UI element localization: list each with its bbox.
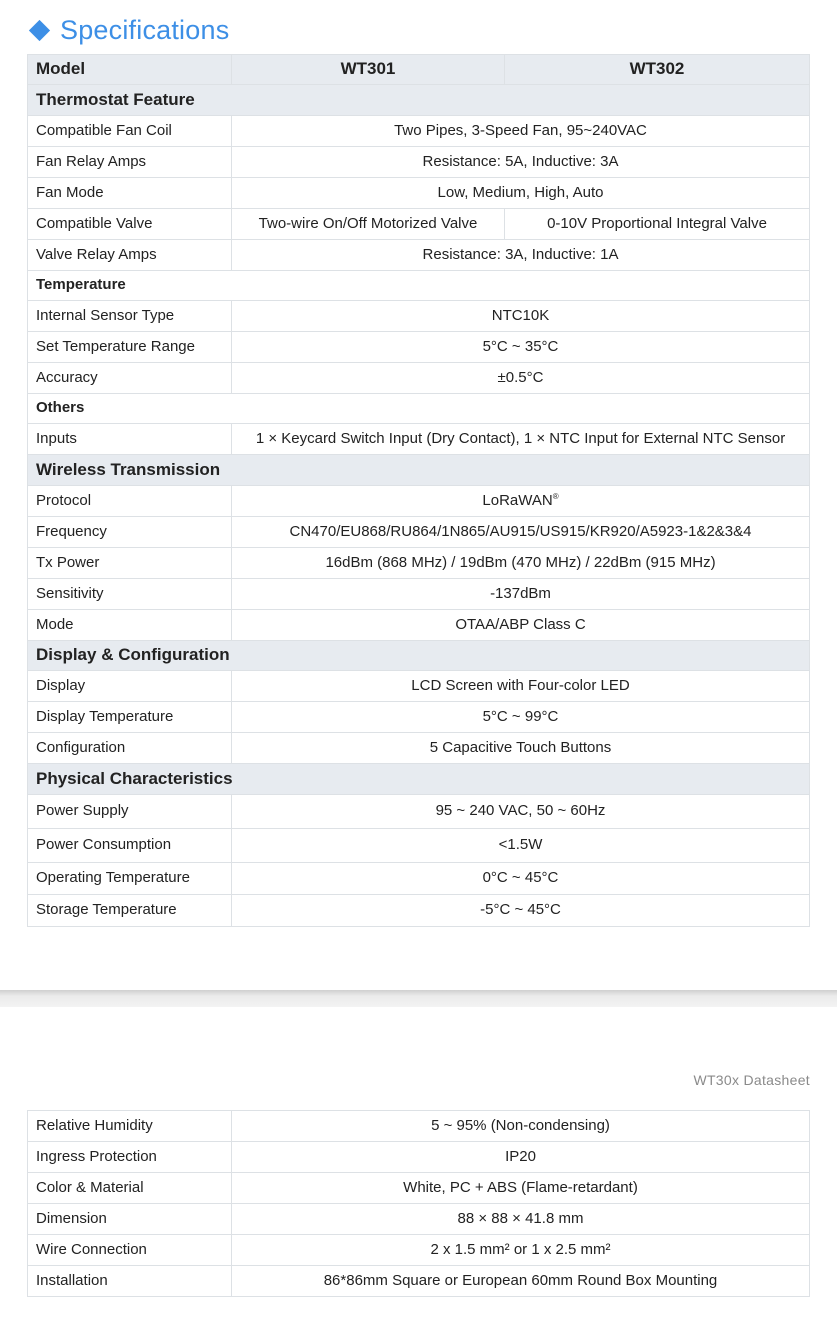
table-row [28, 424, 810, 455]
spec-value: 5 Capacitive Touch Buttons [232, 733, 810, 764]
subsection-row-temperature [28, 271, 810, 301]
spec-label: Display [28, 671, 232, 702]
spec-value: Two Pipes, 3-Speed Fan, 95~240VAC [232, 116, 810, 147]
spec-value [232, 486, 810, 517]
spec-label: Operating Temperature [28, 863, 232, 895]
table-row [28, 1204, 810, 1235]
registered-mark: ® [552, 491, 559, 501]
spec-label: Fan Relay Amps [28, 147, 232, 178]
table-row [28, 301, 810, 332]
spec-label: Color & Material [28, 1173, 232, 1204]
table-header-row [28, 55, 810, 85]
spec-value: Resistance: 3A, Inductive: 1A [232, 240, 810, 271]
section-row-physical [28, 764, 810, 795]
wt301-header: WT301 [232, 55, 505, 85]
spec-label: Set Temperature Range [28, 332, 232, 363]
spec-label: Power Supply [28, 795, 232, 829]
spec-label: Inputs [28, 424, 232, 455]
spec-value: 1 × Keycard Switch Input (Dry Contact), 1 × NTC Input for External NTC Sensor [232, 424, 810, 455]
subsection-title: Others [28, 394, 810, 424]
spec-label: Fan Mode [28, 178, 232, 209]
protocol-value: LoRaWAN [482, 491, 553, 509]
table-row [28, 795, 810, 829]
table-row [28, 895, 810, 927]
spec-value: CN470/EU868/RU864/1N865/AU915/US915/KR920/A5923-1&2&3&4 [232, 517, 810, 548]
table-row [28, 116, 810, 147]
spec-label: Valve Relay Amps [28, 240, 232, 271]
datasheet-header: WT30x Datasheet [693, 1072, 810, 1088]
spec-label: Configuration [28, 733, 232, 764]
table-row [28, 486, 810, 517]
spec-value: 5°C ~ 99°C [232, 702, 810, 733]
table-row [28, 1266, 810, 1297]
spec-value: 0°C ~ 45°C [232, 863, 810, 895]
spec-label: Compatible Fan Coil [28, 116, 232, 147]
table-row [28, 517, 810, 548]
section-title: Physical Characteristics [28, 764, 810, 795]
section-title: Thermostat Feature [28, 85, 810, 116]
spec-value-wt302: 0-10V Proportional Integral Valve [505, 209, 810, 240]
table-row [28, 147, 810, 178]
spec-label: Ingress Protection [28, 1142, 232, 1173]
spec-value: Resistance: 5A, Inductive: 3A [232, 147, 810, 178]
spec-label: Wire Connection [28, 1235, 232, 1266]
spec-label: Frequency [28, 517, 232, 548]
table-row [28, 671, 810, 702]
page-break [0, 990, 837, 1007]
section-row-wireless [28, 455, 810, 486]
spec-label: Compatible Valve [28, 209, 232, 240]
spec-value: -137dBm [232, 579, 810, 610]
specifications-heading [28, 12, 229, 48]
section-title: Wireless Transmission [28, 455, 810, 486]
table-row [28, 610, 810, 641]
spec-label: Relative Humidity [28, 1111, 232, 1142]
table-row [28, 209, 810, 240]
spec-label: Dimension [28, 1204, 232, 1235]
spec-label: Internal Sensor Type [28, 301, 232, 332]
spec-value: -5°C ~ 45°C [232, 895, 810, 927]
spec-label: Protocol [28, 486, 232, 517]
spec-label: Installation [28, 1266, 232, 1297]
table-row [28, 1142, 810, 1173]
subsection-row-others [28, 394, 810, 424]
page-title: Specifications [60, 14, 230, 45]
table-row [28, 1235, 810, 1266]
table-row [28, 1173, 810, 1204]
spec-value: White, PC + ABS (Flame-retardant) [232, 1173, 810, 1204]
spec-value: LCD Screen with Four-color LED [232, 671, 810, 702]
table-row [28, 332, 810, 363]
table-row [28, 733, 810, 764]
spec-value: 95 ~ 240 VAC, 50 ~ 60Hz [232, 795, 810, 829]
spec-label: Display Temperature [28, 702, 232, 733]
section-title: Display & Configuration [28, 641, 810, 671]
spec-label: Power Consumption [28, 829, 232, 863]
spec-label: Mode [28, 610, 232, 641]
spec-value-wt301: Two-wire On/Off Motorized Valve [232, 209, 505, 240]
spec-value: 5°C ~ 35°C [232, 332, 810, 363]
spec-value: OTAA/ABP Class C [232, 610, 810, 641]
specifications-table [27, 54, 810, 927]
table-row [28, 178, 810, 209]
subsection-title: Temperature [28, 271, 810, 301]
spec-value: NTC10K [232, 301, 810, 332]
table-row [28, 863, 810, 895]
spec-value: 88 × 88 × 41.8 mm [232, 1204, 810, 1235]
spec-value: Low, Medium, High, Auto [232, 178, 810, 209]
spec-label: Accuracy [28, 363, 232, 394]
diamond-icon [29, 19, 50, 40]
spec-value: IP20 [232, 1142, 810, 1173]
section-row-thermostat [28, 85, 810, 116]
table-row [28, 1111, 810, 1142]
section-row-display [28, 641, 810, 671]
wt302-header: WT302 [505, 55, 810, 85]
spec-value: 5 ~ 95% (Non-condensing) [232, 1111, 810, 1142]
spec-value: 16dBm (868 MHz) / 19dBm (470 MHz) / 22dBm (915 MHz) [232, 548, 810, 579]
specifications-table-continued [27, 1110, 810, 1297]
spec-value: <1.5W [232, 829, 810, 863]
table-row [28, 579, 810, 610]
spec-value: 86*86mm Square or European 60mm Round Box Mounting [232, 1266, 810, 1297]
spec-label: Storage Temperature [28, 895, 232, 927]
table-row [28, 240, 810, 271]
spec-label: Sensitivity [28, 579, 232, 610]
table-row [28, 829, 810, 863]
table-row [28, 702, 810, 733]
table-row [28, 548, 810, 579]
model-header: Model [28, 55, 232, 85]
spec-value: ±0.5°C [232, 363, 810, 394]
spec-label: Tx Power [28, 548, 232, 579]
table-row [28, 363, 810, 394]
spec-value: 2 x 1.5 mm² or 1 x 2.5 mm² [232, 1235, 810, 1266]
